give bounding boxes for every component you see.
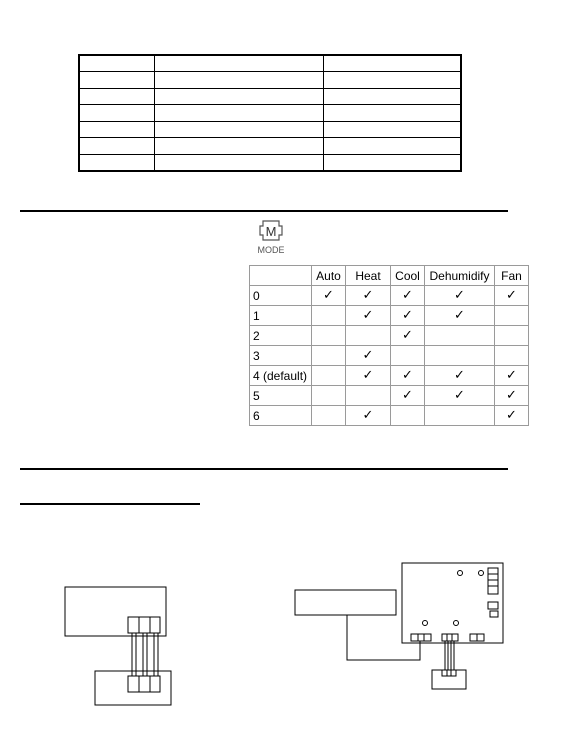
device-box bbox=[65, 587, 166, 636]
check-icon-cell bbox=[346, 286, 391, 306]
check-icon-cell bbox=[425, 366, 495, 386]
table-row bbox=[79, 154, 461, 171]
check-icon: ✓ bbox=[362, 288, 374, 303]
mode-icon bbox=[258, 219, 284, 257]
check-icon: ✓ bbox=[506, 368, 517, 383]
check-icon: ✓ bbox=[506, 288, 517, 303]
table-row bbox=[79, 72, 461, 89]
terminal-block bbox=[128, 617, 160, 633]
check-icon: ✓ bbox=[454, 288, 465, 303]
check-icon: ✓ bbox=[454, 368, 465, 383]
empty-cell bbox=[425, 406, 495, 426]
divider bbox=[20, 210, 508, 212]
empty-table bbox=[78, 54, 462, 172]
check-icon-cell bbox=[346, 306, 391, 326]
table-row bbox=[250, 386, 529, 406]
check-icon-cell bbox=[391, 366, 425, 386]
check-icon: ✓ bbox=[454, 388, 465, 403]
mode-icon-letter: M bbox=[265, 224, 277, 239]
empty-cell bbox=[495, 346, 529, 366]
empty-cell bbox=[312, 406, 346, 426]
mode-number: 2 bbox=[250, 326, 312, 346]
check-icon: ✓ bbox=[506, 408, 517, 423]
check-icon-cell bbox=[425, 306, 495, 326]
table-row bbox=[79, 121, 461, 138]
column-header: Cool bbox=[391, 266, 425, 286]
check-icon-cell bbox=[425, 386, 495, 406]
check-icon: ✓ bbox=[362, 348, 374, 363]
terminal-block bbox=[128, 676, 160, 692]
mode-number: 5 bbox=[250, 386, 312, 406]
check-icon: ✓ bbox=[362, 308, 374, 323]
table-row bbox=[79, 138, 461, 155]
connector-box bbox=[432, 670, 466, 689]
check-icon-cell bbox=[425, 286, 495, 306]
mode-number: 4 (default) bbox=[250, 366, 312, 386]
empty-cell bbox=[346, 386, 391, 406]
empty-cell bbox=[312, 366, 346, 386]
table-row bbox=[250, 406, 529, 426]
check-icon: ✓ bbox=[402, 328, 413, 343]
empty-cell bbox=[391, 406, 425, 426]
table-row bbox=[79, 88, 461, 105]
table-row bbox=[250, 306, 529, 326]
divider bbox=[20, 468, 508, 470]
table-header-row bbox=[250, 266, 529, 286]
wiring-diagrams bbox=[0, 540, 567, 737]
table-row bbox=[250, 326, 529, 346]
check-icon-cell bbox=[346, 406, 391, 426]
table-row bbox=[250, 366, 529, 386]
mode-number: 0 bbox=[250, 286, 312, 306]
empty-cell bbox=[312, 346, 346, 366]
empty-cell bbox=[312, 386, 346, 406]
check-icon-cell bbox=[391, 326, 425, 346]
check-icon: ✓ bbox=[402, 388, 413, 403]
divider bbox=[20, 503, 200, 505]
table-row bbox=[79, 55, 461, 72]
check-icon-cell bbox=[391, 286, 425, 306]
column-header: Auto bbox=[312, 266, 346, 286]
empty-cell bbox=[495, 326, 529, 346]
mode-table bbox=[249, 265, 529, 426]
empty-cell bbox=[425, 326, 495, 346]
check-icon-cell bbox=[495, 386, 529, 406]
check-icon-cell bbox=[346, 346, 391, 366]
mode-number: 1 bbox=[250, 306, 312, 326]
column-header: Heat bbox=[346, 266, 391, 286]
empty-cell bbox=[495, 306, 529, 326]
empty-cell bbox=[312, 326, 346, 346]
mode-icon-label: MODE bbox=[258, 245, 284, 255]
empty-cell bbox=[346, 326, 391, 346]
table-row bbox=[79, 105, 461, 122]
empty-cell bbox=[425, 346, 495, 366]
check-icon: ✓ bbox=[402, 288, 413, 303]
table-row bbox=[250, 286, 529, 306]
check-icon-cell bbox=[495, 366, 529, 386]
mode-number: 6 bbox=[250, 406, 312, 426]
device-box bbox=[295, 590, 396, 615]
empty-cell bbox=[312, 306, 346, 326]
check-icon: ✓ bbox=[454, 308, 465, 323]
wiring-diagram-left bbox=[65, 587, 171, 705]
check-icon: ✓ bbox=[506, 388, 517, 403]
column-header: Fan bbox=[495, 266, 529, 286]
check-icon: ✓ bbox=[362, 368, 374, 383]
check-icon: ✓ bbox=[323, 288, 334, 303]
mode-number: 3 bbox=[250, 346, 312, 366]
column-header bbox=[250, 266, 312, 286]
check-icon: ✓ bbox=[362, 408, 374, 423]
check-icon-cell bbox=[391, 306, 425, 326]
wiring-diagram-right bbox=[295, 563, 503, 689]
check-icon-cell bbox=[391, 386, 425, 406]
check-icon-cell bbox=[495, 406, 529, 426]
check-icon: ✓ bbox=[402, 308, 413, 323]
table-row bbox=[250, 346, 529, 366]
check-icon-cell bbox=[346, 366, 391, 386]
check-icon-cell bbox=[495, 286, 529, 306]
empty-cell bbox=[391, 346, 425, 366]
check-icon: ✓ bbox=[402, 368, 413, 383]
column-header: Dehumidify bbox=[425, 266, 495, 286]
check-icon-cell bbox=[312, 286, 346, 306]
